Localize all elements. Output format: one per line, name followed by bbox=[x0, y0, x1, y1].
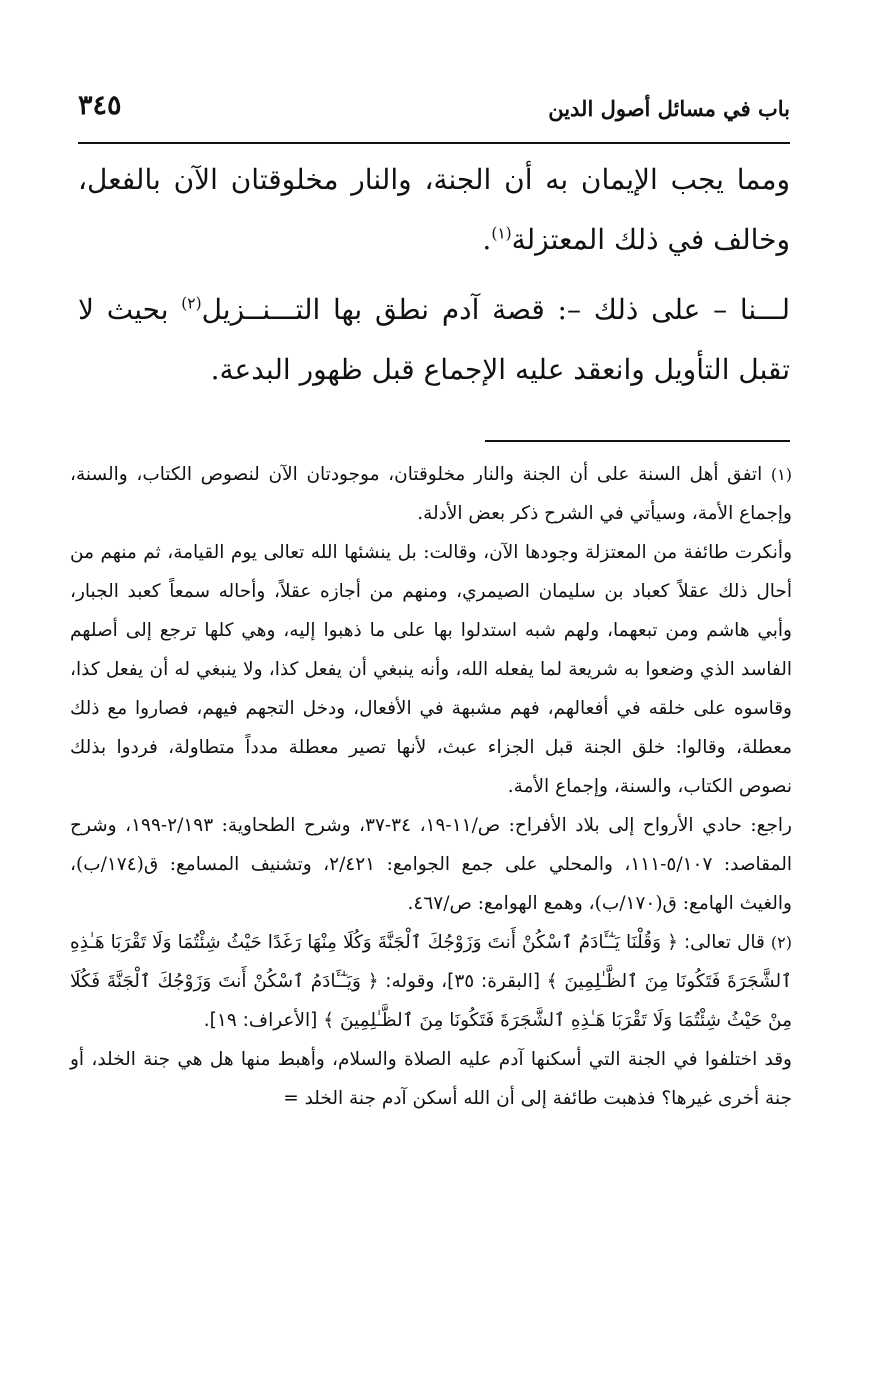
continuation-mark: = bbox=[283, 1088, 305, 1109]
footnote-1-references: راجع: حادي الأرواح إلى بلاد الأفراح: ص/١١-١٩، ٣٤-٣٧، وشرح الطحاوية: ٢/١٩٣-١٩٩، وشرح المقاصد: ٥/١٠٧-١١١، والمحلي على جمع الجوامع: ٢/٤٢١، وتشنيف المسامع: ق(١٧٤/ب)، والغيث الهامع: ق(١٧٠/ب)، وهمع الهوامع: ص/٤٦٧. bbox=[70, 815, 793, 914]
running-title: باب في مسائل أصول الدين bbox=[548, 96, 790, 121]
main-paragraph-2: لـــنا – على ذلك –: قصة آدم نطق بها التـــنــزيل$^{(٢)}$ بحيث لا تقبل التأويل وانعقد عليه الإجماع قبل ظهور البدعة. bbox=[78, 293, 790, 386]
footnote-2 bbox=[70, 923, 792, 1040]
footnotes bbox=[70, 455, 792, 1118]
footnote-ref-1: (١) bbox=[491, 224, 512, 243]
footnote-1-label: (١) bbox=[770, 465, 792, 484]
page-number: ٣٤٥ bbox=[78, 90, 122, 121]
page-header bbox=[78, 90, 790, 130]
footnote-2-label: (٢) bbox=[770, 933, 792, 952]
header-rule bbox=[78, 142, 790, 144]
main-paragraph-1: ومما يجب الإيمان به أن الجنة، والنار مخلوقتان الآن بالفعل، وخالف في ذلك المعتزلة$^{(١)}$. bbox=[78, 163, 790, 256]
quran-verses: قال تعالى: ﴿ وَقُلْنَا يَـٰٓـَٔادَمُ ٱسْكُنْ أَنتَ وَزَوْجُكَ ٱلْجَنَّةَ وَكُلَا مِنْهَا رَغَدًا حَيْثُ شِئْتُمَا وَلَا تَقْرَبَا هَـٰذِهِ ٱلشَّجَرَةَ فَتَكُونَا مِنَ ٱلظَّـٰلِمِينَ ﴾ [البقرة: ٣٥]، وقوله: ﴿ وَيَـٰٓـَٔادَمُ ٱسْكُنْ أَنتَ وَزَوْجُكَ ٱلْجَنَّةَ فَكُلَا مِنْ حَيْثُ شِئْتُمَا وَلَا تَقْرَبَا هَـٰذِهِ ٱلشَّجَرَةَ فَتَكُونَا مِنَ ٱلظَّـٰلِمِينَ ﴾ [الأعراف: ١٩]. bbox=[70, 932, 792, 1031]
footnote-separator bbox=[485, 440, 790, 442]
main-text bbox=[78, 150, 790, 410]
footnote-2-paragraph-2: وقد اختلفوا في الجنة التي أسكنها آدم عليه الصلاة والسلام، وأهبط منها هل هي جنة الخلد، أو جنة أخرى غيرها؟ فذهبت طائفة إلى أن الله أسكن آدم جنة الخلد = bbox=[70, 1049, 792, 1109]
footnote-ref-2: (٢) bbox=[181, 294, 202, 313]
footnote-1: (١) اتفق أهل السنة على أن الجنة والنار مخلوقتان، موجودتان الآن لنصوص الكتاب، والسنة، وإجماع الأمة، وسيأتي في الشرح ذكر بعض الأدلة. bbox=[70, 464, 792, 524]
footnote-1-paragraph-2: وأنكرت طائفة من المعتزلة وجودها الآن، وقالت: بل ينشئها الله تعالى يوم القيامة، ثم منهم من أحال ذلك عقلاً كعباد بن سليمان الصيمري، ومنهم من أجازه عقلاً، وأحاله سمعاً كعبد الجبار، وأبي هاشم ومن تبعهما، ولهم شبه استدلوا بها على ما ذهبوا إليه، وهي كلها ترجع إلى أصلهم الفاسد الذي وضعوا به شريعة لما يفعله الله، وأنه ينبغي أن يفعل كذا، ولا ينبغي له أن يفعل كذا، وقاسوه على خلقه في أفعالهم، فهم مشبهة في الأفعال، ودخل التجهم فيهم، فصاروا مع ذلك معطلة، وقالوا: خلق الجنة قبل الجزاء عبث، لأنها تصير معطلة مدداً متطاولة، فردوا بذلك نصوص الكتاب، والسنة، وإجماع الأمة. bbox=[70, 542, 792, 797]
